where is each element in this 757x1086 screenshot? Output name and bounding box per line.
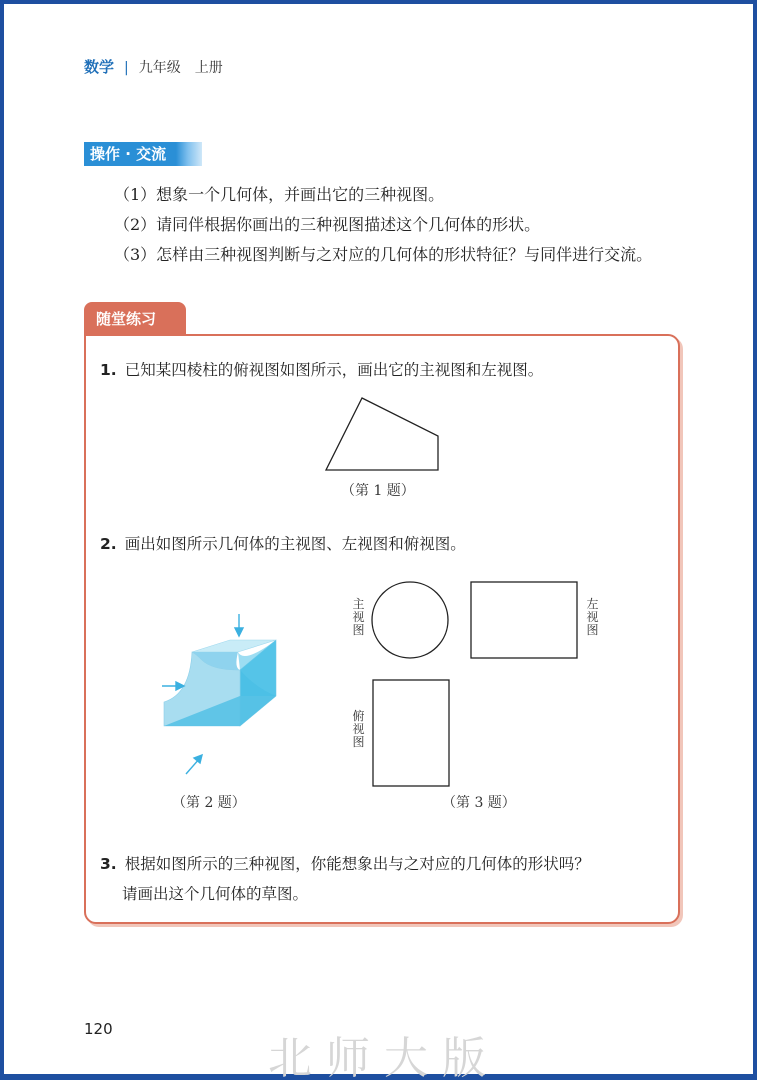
activity-item: （2）请同伴根据你画出的三种视图描述这个几何体的形状。 bbox=[114, 215, 541, 234]
activity-list bbox=[114, 180, 652, 270]
activity-tag bbox=[84, 142, 166, 166]
question-1-number: 1. bbox=[100, 361, 117, 379]
header-separator: | bbox=[124, 60, 129, 76]
activity-item: （3）怎样由三种视图判断与之对应的几何体的形状特征？与同伴进行交流。 bbox=[114, 245, 653, 264]
page-number: 120 bbox=[84, 1020, 113, 1038]
question-3-line-2: 请画出这个几何体的草图。 bbox=[122, 885, 309, 903]
exercise-box bbox=[84, 334, 680, 924]
subject-label: 数学 bbox=[84, 58, 115, 76]
question-2-number: 2. bbox=[100, 535, 117, 553]
question-1 bbox=[100, 358, 543, 380]
question-3-line-1: 根据如图所示的三种视图，你能想象出与之对应的几何体的形状吗？ bbox=[124, 855, 590, 873]
grade-label: 九年级 上册 bbox=[138, 60, 223, 76]
q2-solid-figure bbox=[156, 608, 286, 778]
activity-item: （1）想象一个几何体，并画出它的三种视图。 bbox=[114, 185, 445, 204]
publisher-watermark: 北师大版 bbox=[268, 1033, 500, 1084]
left-view-rectangle bbox=[470, 580, 580, 660]
q1-caption: （第 1 题） bbox=[341, 483, 415, 499]
page-header bbox=[84, 56, 223, 77]
front-view-label: 主视图 bbox=[352, 597, 365, 637]
question-2-text: 画出如图所示几何体的主视图、左视图和俯视图。 bbox=[124, 535, 466, 553]
top-view-rectangle bbox=[372, 678, 452, 788]
q3-caption: （第 3 题） bbox=[442, 795, 516, 811]
question-3-number: 3. bbox=[100, 855, 117, 873]
q2-caption: （第 2 题） bbox=[172, 795, 246, 811]
question-1-text: 已知某四棱柱的俯视图如图所示，画出它的主视图和左视图。 bbox=[124, 361, 544, 379]
exercise-tab: 随堂练习 bbox=[84, 302, 186, 336]
top-view-label: 俯视图 bbox=[352, 709, 365, 749]
q1-top-view-figure bbox=[324, 396, 444, 474]
front-view-circle bbox=[370, 580, 450, 660]
left-view-label: 左视图 bbox=[586, 597, 599, 637]
question-3 bbox=[100, 852, 590, 874]
question-2 bbox=[100, 532, 466, 554]
activity-title: 操作 · 交流 bbox=[90, 145, 167, 163]
